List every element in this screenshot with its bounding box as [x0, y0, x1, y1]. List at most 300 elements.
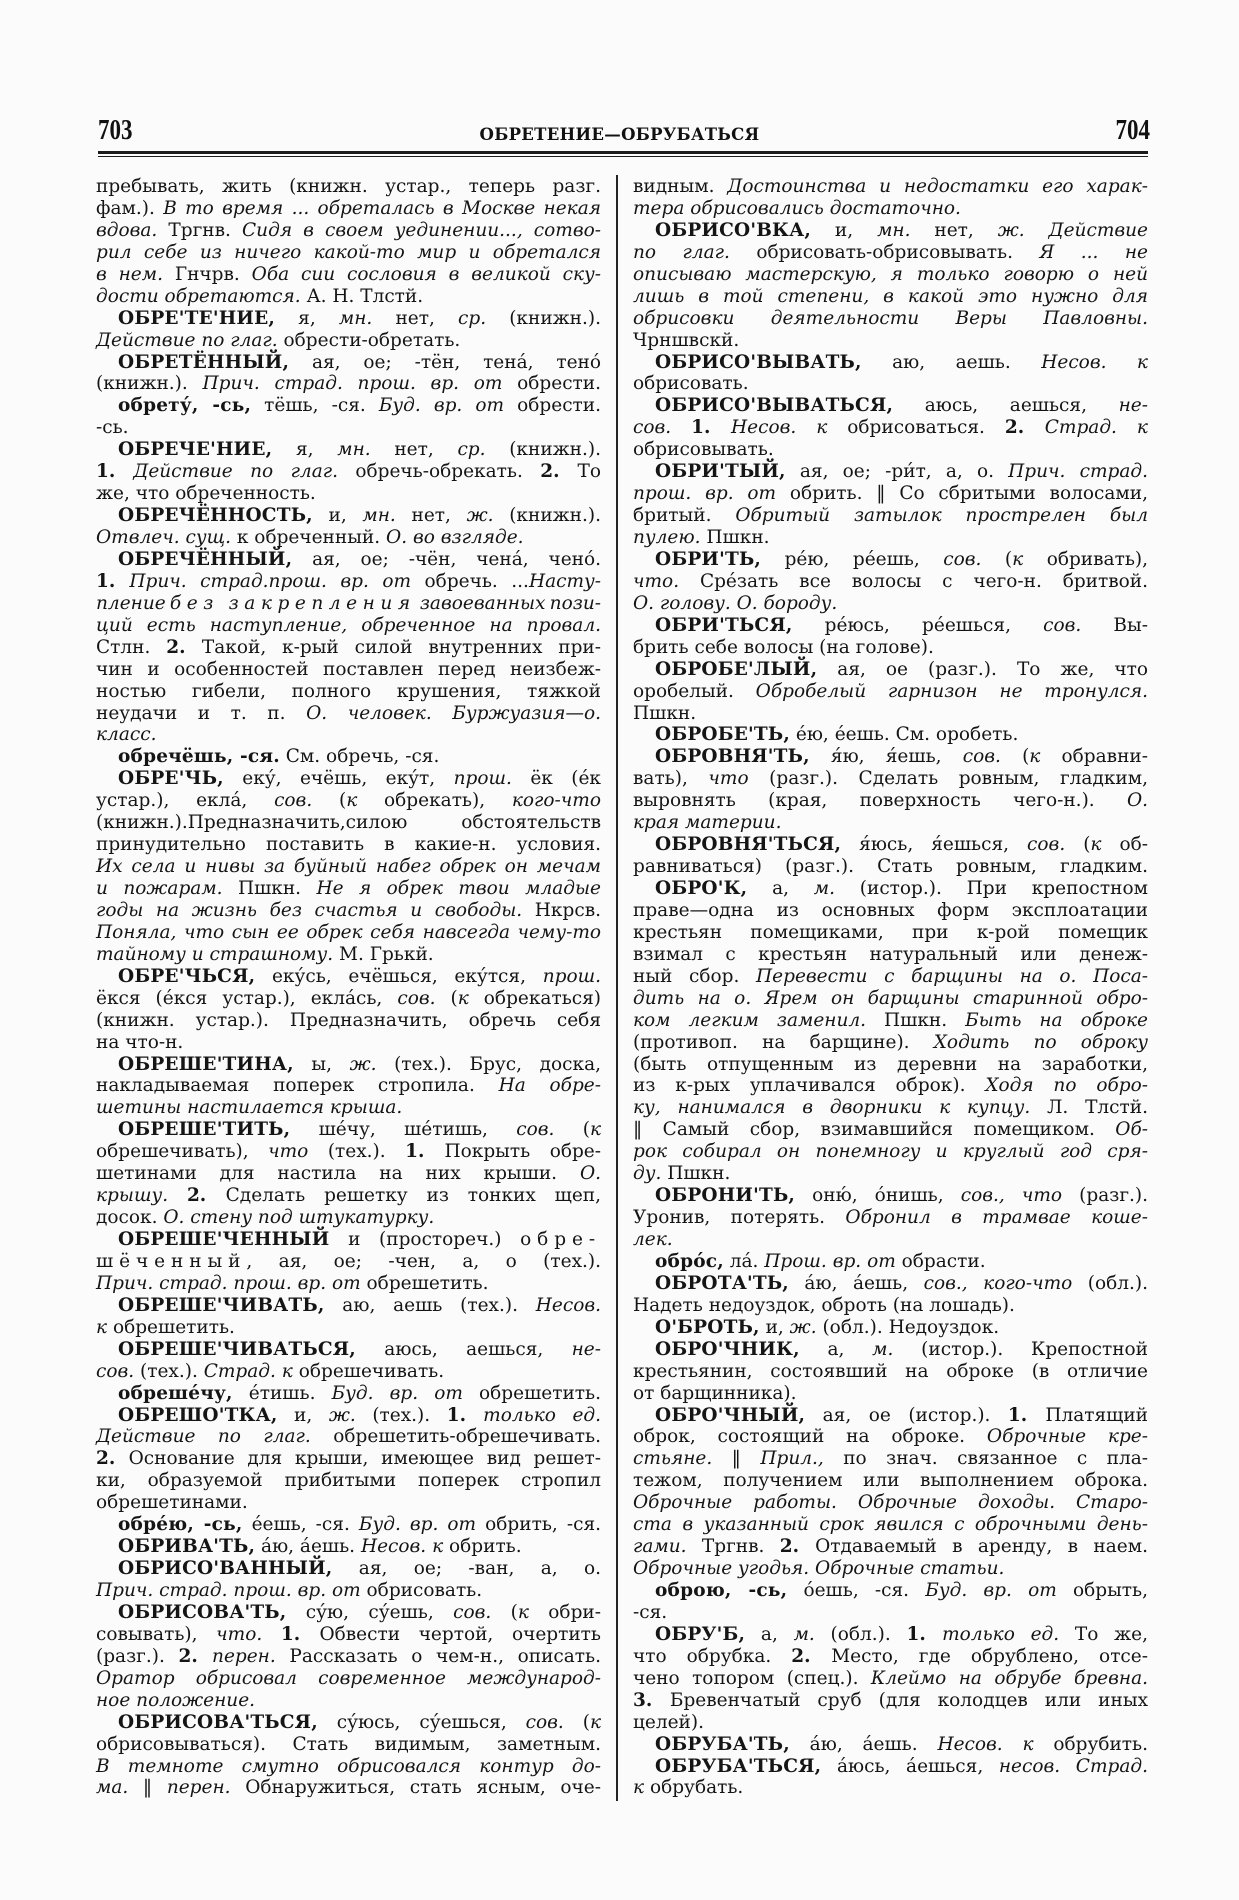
plain-text: (истор.). При крепостном	[859, 878, 1148, 899]
plain-text: аю, аешь (тех.).	[324, 1294, 536, 1316]
dictionary-line	[96, 1207, 601, 1229]
italic-text: м.	[793, 1623, 831, 1645]
plain-text: накладываемая поперек стропила.	[96, 1075, 499, 1097]
plain-text: То же,	[1074, 1623, 1148, 1645]
plain-text: выровнять (края, поверхность чего-н.).	[633, 790, 1127, 812]
italic-text: сов.	[274, 790, 339, 812]
sense-number: 1.	[446, 1404, 484, 1426]
plain-text: обрешетить.	[112, 1316, 235, 1338]
italic-text: к	[517, 1601, 549, 1623]
italic-text: О.	[1126, 790, 1148, 812]
headword: О'БРОТЬ,	[655, 1316, 760, 1338]
plain-text: обрить, -ся.	[485, 1514, 602, 1536]
plain-text: же, что обреченность.	[96, 483, 316, 505]
dictionary-line	[633, 1339, 1148, 1361]
dictionary-line	[633, 1580, 1148, 1602]
plain-text: обрисовать.	[366, 1580, 483, 1601]
spaced-text: шёченный	[96, 1250, 247, 1272]
dictionary-line	[96, 483, 601, 505]
headword: обречёшь, -ся.	[118, 746, 280, 768]
plain-text: Платящий	[1045, 1404, 1148, 1426]
dictionary-line	[633, 571, 1148, 593]
dictionary-line	[633, 308, 1148, 330]
plain-text: от барщинника).	[633, 1382, 797, 1404]
dictionary-line	[96, 330, 601, 352]
italic-text: к	[1029, 746, 1062, 768]
dictionary-line	[633, 439, 1148, 461]
italic-text: Поняла, что сын ее обрек себя навсегда чему-то	[96, 921, 601, 943]
italic-text: О. во взгляде.	[386, 527, 524, 548]
italic-text: Несов. к	[937, 1733, 1054, 1755]
italic-text: ное положение.	[96, 1689, 256, 1711]
italic-text: к	[589, 1711, 602, 1733]
headword: ОБРИВА'ТЬ,	[118, 1536, 256, 1558]
headword: ОБРЕШЕ'ЧИВАТЬ,	[118, 1294, 325, 1316]
plain-text: См. обречь, -ся.	[279, 746, 440, 768]
dictionary-line	[633, 461, 1148, 483]
headword: ОБРИСО'ВЫВАТЬСЯ,	[655, 395, 894, 417]
dictionary-line	[96, 527, 601, 549]
italic-text: Сидя в своем уединении..., сотво-	[242, 219, 601, 241]
dictionary-line	[633, 988, 1148, 1010]
dictionary-line	[96, 505, 601, 527]
plain-text: су́юсь, су́ешься,	[317, 1711, 526, 1733]
headword: ОБРЕТЁННЫЙ,	[118, 351, 290, 373]
plain-text: обрести.	[517, 395, 601, 417]
italic-text: ком легким заменил.	[633, 1009, 885, 1031]
plain-text: еку́сь, ечёшься, еку́тся,	[255, 965, 543, 987]
plain-text: досок.	[96, 1207, 164, 1229]
dictionary-line	[96, 1646, 601, 1668]
headword: ОБРЕЧЁННЫЙ,	[118, 548, 293, 570]
italic-text: ср.	[457, 307, 510, 329]
italic-text: что.	[633, 570, 700, 592]
plain-text: обрить.	[449, 1536, 522, 1558]
dictionary-line	[633, 242, 1148, 264]
sense-number: 2.	[96, 1448, 129, 1470]
dictionary-line	[633, 1470, 1148, 1492]
plain-text: (книжн.).Предназначить,силою обстоятельств	[96, 812, 601, 834]
plain-text: Надеть недоуздок, оброть (на лошадь).	[633, 1294, 1015, 1316]
dictionary-line	[96, 1339, 601, 1361]
headword: ОБРИ'ТЬ,	[655, 548, 762, 570]
dictionary-line	[96, 1712, 601, 1734]
plain-text: чено топором (спец.).	[633, 1667, 871, 1689]
italic-text: О.	[579, 1163, 601, 1185]
dictionary-line	[633, 1054, 1148, 1076]
dictionary-line	[633, 176, 1148, 198]
headword: ОБРЕШЕ'ТИНА,	[118, 1053, 294, 1075]
italic-text: О. голову. О. бороду.	[633, 592, 838, 614]
dictionary-line	[96, 220, 601, 242]
plain-text: (	[582, 1711, 590, 1733]
dictionary-line	[633, 1690, 1148, 1712]
italic-text: рил себе из ничего какой-то мир и обретался	[96, 241, 601, 263]
plain-text: ёкся (е́кся устар.), екла́сь,	[96, 987, 398, 1009]
plain-text: М. Грькй.	[339, 943, 434, 965]
sense-number: 2.	[779, 1536, 816, 1558]
sense-number: 1.	[96, 461, 134, 483]
italic-text: сов.	[453, 1601, 511, 1623]
plain-text: равниваться) (разг.). Стать ровным, гладким.	[633, 856, 1148, 878]
plain-text: обрести-обретать.	[283, 329, 461, 351]
plain-text: аюсь, аешься,	[893, 395, 1119, 417]
plain-text: (книжн.).	[509, 307, 601, 329]
plain-text: (книжн.).	[509, 505, 601, 527]
dictionary-line	[633, 1734, 1148, 1756]
dictionary-line	[633, 1756, 1148, 1778]
dictionary-line	[96, 549, 601, 571]
plain-text: Пшкн.	[706, 527, 770, 548]
headword: ОБРЕШЕ'ЧИВАТЬСЯ,	[118, 1338, 356, 1360]
plain-text: бритый.	[633, 505, 736, 527]
italic-text: ср.	[457, 439, 510, 461]
plain-text: ая, ое; -ван, а, о.	[332, 1558, 601, 1580]
dictionary-line	[96, 1448, 601, 1470]
plain-text: чин и особенностей поставлен перед неизбеж-	[96, 658, 601, 680]
italic-text: Прич. страд.	[1008, 461, 1148, 483]
plain-text: Нкрсв.	[534, 899, 601, 921]
dictionary-line	[96, 308, 601, 330]
plain-text: аю, аешь.	[861, 351, 1042, 373]
plain-text: и,	[312, 505, 363, 527]
plain-text: ая, ое; -ри́т, а, о.	[785, 461, 1009, 483]
dictionary-line	[96, 1010, 601, 1032]
plain-text: Сре́зать все волосы с чего-н. бритвой.	[699, 570, 1149, 592]
italic-text: шетины настилается крыша.	[96, 1097, 403, 1119]
dictionary-line	[96, 703, 601, 725]
italic-text: Буд. вр. от	[378, 395, 518, 417]
dictionary-line	[96, 198, 601, 220]
dictionary-line	[96, 966, 601, 988]
italic-text: края материи.	[633, 812, 782, 834]
dictionary-line	[633, 944, 1148, 966]
italic-text: только ед.	[942, 1623, 1075, 1645]
italic-text: мн.	[877, 219, 935, 241]
dictionary-line	[633, 1229, 1148, 1251]
plain-text: праве—одна из основных форм эксплоатации	[633, 899, 1148, 921]
dictionary-line	[96, 900, 601, 922]
italic-text: Быть на оброке	[965, 1009, 1148, 1031]
dictionary-line	[96, 1383, 601, 1405]
dictionary-line	[633, 681, 1148, 703]
plain-text: (книжн. устар.). Предназначить, обречь себя	[96, 1009, 601, 1031]
dictionary-line	[633, 834, 1148, 856]
italic-text: к	[589, 1119, 601, 1141]
plain-text: я,	[272, 439, 338, 461]
header-rule-thick	[98, 151, 1148, 154]
sense-number: 2.	[791, 1645, 832, 1667]
spaced-text: обре-	[520, 1229, 601, 1250]
italic-text: На обре-	[498, 1075, 601, 1097]
dictionary-line	[633, 1448, 1148, 1470]
italic-text: Действие по глаг.	[96, 329, 284, 351]
plain-text: Обнаружиться, стать ясным, оче-	[245, 1777, 601, 1799]
dictionary-line	[633, 768, 1148, 790]
italic-text: Несов. к	[1041, 351, 1148, 373]
headword: ОБРО'ЧНИК,	[655, 1338, 800, 1360]
plain-text: (тех.).	[372, 1404, 447, 1426]
plain-text: оробелый.	[633, 680, 756, 702]
dictionary-line	[633, 505, 1148, 527]
plain-text: ла́.	[723, 1250, 765, 1272]
plain-text: -сь.	[96, 417, 129, 439]
plain-text: ки, образуемой прибитыми поперек стропил	[96, 1470, 601, 1492]
dictionary-line	[96, 922, 601, 944]
sense-number: 1.	[280, 1623, 320, 1645]
dictionary-line	[96, 1141, 601, 1163]
dictionary-line	[96, 1295, 601, 1317]
plain-text: Место, где обрублено, отсе-	[831, 1645, 1148, 1667]
dictionary-line	[633, 615, 1148, 637]
dictionary-line	[633, 395, 1148, 417]
dictionary-line	[633, 1536, 1148, 1558]
plain-text: обрешетинами.	[96, 1492, 248, 1514]
dictionary-line	[633, 1207, 1148, 1229]
italic-text: Оброчные угодья. Оброчные статьи.	[633, 1558, 1005, 1580]
dictionary-line	[633, 1492, 1148, 1514]
headword: оброю, -сь,	[655, 1580, 788, 1601]
dictionary-line	[96, 1097, 601, 1119]
italic-text: сов.	[962, 746, 1023, 768]
dictionary-line	[633, 373, 1148, 395]
headword: ОБРИСО'ВЫВАТЬ,	[655, 351, 862, 373]
italic-text: и пожарам.	[96, 878, 238, 899]
plain-text: из к-рых уплачивался оброк).	[633, 1075, 986, 1097]
plain-text: нет,	[394, 439, 458, 461]
italic-text: завоеванных пози-	[415, 592, 601, 614]
italic-text: сов.	[525, 1711, 583, 1733]
plain-text: нет,	[411, 505, 467, 527]
plain-text: Пшкн.	[884, 1009, 966, 1031]
italic-text: Оба сии сословия в великой ску-	[251, 263, 601, 285]
headword: обреше́чу,	[118, 1382, 233, 1404]
dictionary-line	[96, 176, 601, 198]
spaced-italic-text: без закрепления	[169, 592, 416, 614]
headword: ОБРИСО'ВКА,	[655, 219, 811, 241]
italic-text: прош.	[453, 768, 531, 790]
italic-text: ж. Действие	[997, 219, 1148, 241]
italic-text: Достоинства и недостатки его харак-	[727, 176, 1148, 197]
plain-text: об-	[1119, 834, 1148, 856]
plain-text: ая, ое (разг.). То же, что	[817, 658, 1148, 680]
italic-text: Не я обрек твои младые	[316, 878, 601, 899]
dictionary-line	[96, 856, 601, 878]
dictionary-line	[96, 1668, 601, 1690]
italic-text: к	[96, 1316, 113, 1338]
headword: ОБРЕ'ЧЬСЯ,	[118, 965, 256, 987]
dictionary-line	[633, 1251, 1148, 1273]
dictionary-line	[96, 395, 601, 417]
plain-text: ‖	[142, 1777, 167, 1799]
dictionary-line	[96, 264, 601, 286]
italic-text: Обронил в трамвае коше-	[845, 1207, 1149, 1229]
italic-text: тера обрисовались достаточно.	[633, 197, 961, 219]
plain-text: обривать),	[1046, 548, 1148, 570]
italic-text: Буд. вр. от	[358, 1514, 486, 1536]
italic-text: Действие по глаг.	[133, 461, 356, 483]
dictionary-line	[96, 1054, 601, 1076]
plain-text: Отдаваемый в аренду, в наем.	[815, 1536, 1148, 1558]
plain-text: (разг.).	[1079, 1185, 1148, 1207]
dictionary-line	[633, 220, 1148, 242]
plain-text: (разг.). Сделать ровным, гладким,	[769, 768, 1148, 790]
dictionary-line	[633, 1712, 1148, 1734]
plain-text: совывать),	[96, 1623, 217, 1645]
dictionary-line	[633, 1777, 1148, 1799]
dictionary-line	[633, 703, 1148, 725]
plain-text: оброк, состоящий на оброке.	[633, 1426, 987, 1448]
plain-text: Бревенчатый сруб (для колодцев или иных	[669, 1689, 1148, 1711]
plain-text: вать),	[633, 768, 709, 790]
dictionary-line	[633, 1383, 1148, 1405]
plain-text: фам.).	[96, 197, 164, 219]
italic-text: сов.	[397, 987, 451, 1009]
plain-text: (истор.). Крепостной	[921, 1338, 1148, 1360]
italic-text: Страд. к	[203, 1360, 299, 1382]
plain-text: обри-	[548, 1601, 601, 1623]
headword: ОБРИСО'ВАННЫЙ,	[118, 1558, 333, 1580]
plain-text: Рассказать о чем-н., описать.	[289, 1645, 601, 1667]
plain-text: (	[582, 1119, 590, 1141]
italic-text: Обробелый гарнизон не тронулся.	[755, 680, 1148, 702]
dictionary-line	[633, 659, 1148, 681]
italic-text: годы на жизнь без счастья и свободы.	[96, 899, 535, 921]
italic-text: Перевести с барщины на о. Поса-	[756, 965, 1148, 987]
italic-text: Прич. страд. прош. вр. от	[96, 1580, 367, 1601]
dictionary-line	[633, 1361, 1148, 1383]
dictionary-line	[633, 790, 1148, 812]
italic-text: сов., кого-что	[923, 1272, 1088, 1294]
plain-text: (обл.).	[1087, 1272, 1149, 1294]
plain-text: (тех.). Брус, доска,	[394, 1053, 601, 1075]
italic-text: Прил.,	[760, 1448, 844, 1470]
italic-text: Об-	[1115, 1119, 1148, 1141]
dictionary-line	[633, 1295, 1148, 1317]
italic-text: только ед.	[483, 1404, 601, 1426]
dictionary-line	[633, 1119, 1148, 1141]
dictionary-line	[633, 1624, 1148, 1646]
plain-text: устар.), екла́,	[96, 790, 275, 812]
plain-text: Гнчрв.	[174, 263, 252, 285]
dictionary-line	[96, 1032, 601, 1054]
italic-text: ж.	[789, 1316, 823, 1338]
sense-number: 1.	[405, 1141, 445, 1163]
plain-text: ный сбор.	[633, 965, 757, 987]
headword: ОБРУ'Б,	[655, 1623, 746, 1645]
plain-text: (	[338, 790, 347, 812]
headword: ОБРО'ЧНЫЙ,	[655, 1404, 806, 1426]
italic-text: описываю мастерскую, я только говорю о ней	[633, 263, 1148, 285]
headword: ОБРУБА'ТЬ,	[655, 1733, 790, 1755]
italic-text: Ходя по обро-	[985, 1075, 1148, 1097]
dictionary-line	[96, 373, 601, 395]
italic-text: ма.	[96, 1777, 143, 1799]
plain-text: обрисоваться.	[847, 417, 1005, 439]
italic-text: по глаг.	[633, 241, 757, 263]
italic-text: О. стену под штукатурку.	[163, 1207, 435, 1229]
plain-text: Такой, к-рый силой внутренних при-	[201, 636, 602, 658]
plain-text: обрить. ‖ Со сбритыми волосами,	[789, 483, 1148, 505]
dictionary-line	[96, 1558, 601, 1580]
dictionary-line	[633, 966, 1148, 988]
plain-text: по знач. связанное с пла-	[843, 1448, 1148, 1470]
italic-text: сов., что	[960, 1185, 1080, 1207]
dictionary-line	[633, 812, 1148, 834]
headword: ОБРИСОВА'ТЬСЯ,	[118, 1711, 318, 1733]
dictionary-line	[96, 417, 601, 439]
dictionary-line	[96, 812, 601, 834]
plain-text: (книжн.).	[509, 439, 601, 461]
plain-text: оню́, о́нишь,	[795, 1185, 961, 1207]
headword: ОБРИСОВА'ТЬ,	[118, 1601, 287, 1623]
plain-text: пребывать, жить (книжн. устар., теперь разг.	[96, 176, 601, 197]
plain-text: обрисовывать.	[633, 439, 774, 461]
dictionary-line	[633, 483, 1148, 505]
italic-text: к	[1090, 834, 1120, 856]
italic-text: что	[268, 1141, 328, 1163]
plain-text: обречь-обрекать.	[355, 461, 541, 483]
plain-text: обрекаться)	[483, 987, 602, 1009]
plain-text: обрасти.	[901, 1250, 986, 1272]
italic-text: дости обретаются.	[96, 285, 307, 307]
plain-text: а́ю, а́ешь,	[788, 1272, 924, 1294]
italic-text: несов. Страд.	[998, 1755, 1148, 1777]
dictionary-line	[96, 1624, 601, 1646]
italic-text: дить на о. Ярем он барщины старинной обро-	[633, 987, 1148, 1009]
dictionary-line	[633, 264, 1148, 286]
dictionary-line	[96, 988, 601, 1010]
italic-text: обрисовки деятельности Веры Павловны.	[633, 307, 1148, 329]
headword: ОБРИ'ТЫЙ,	[655, 461, 786, 483]
italic-text: Прич. страд. прош. вр. от	[202, 373, 518, 395]
dictionary-line	[96, 1580, 601, 1602]
plain-text: Тргнв.	[168, 219, 243, 241]
plain-text: обрисовать-обрисовывать.	[756, 241, 1040, 263]
italic-text: Их села и нивы за буйный набег обрек он мечам	[96, 856, 601, 878]
sense-number: 2.	[166, 636, 202, 658]
plain-text: (	[1004, 548, 1013, 570]
dictionary-line	[633, 1646, 1148, 1668]
dictionary-line	[96, 1317, 601, 1339]
dictionary-line	[633, 1558, 1148, 1580]
dictionary-line	[96, 724, 601, 746]
sense-number: 1.	[96, 570, 130, 592]
italic-text: Клеймо на обрубе бревна.	[870, 1667, 1148, 1689]
plain-text: А. Н. Тлстй.	[306, 285, 424, 307]
plain-text: (	[450, 987, 458, 1009]
italic-text: к	[1012, 548, 1047, 570]
italic-text: Действие по глаг.	[96, 1426, 334, 1448]
dictionary-line	[96, 1514, 601, 1536]
italic-text: лишь в той степени, в какой это нужно для	[633, 285, 1148, 307]
dictionary-line	[96, 1536, 601, 1558]
running-title: ОБРЕТЕНИЕ—ОБРУБАТЬСЯ	[479, 125, 760, 144]
dictionary-line	[633, 198, 1148, 220]
dictionary-line	[633, 637, 1148, 659]
sense-number: 3.	[633, 1689, 670, 1711]
italic-text: м.	[813, 878, 860, 899]
italic-text: сов.	[633, 417, 692, 439]
plain-text: ностью гибели, полного крушения, тяжкой	[96, 680, 601, 702]
italic-text: прош. вр. от	[633, 483, 790, 505]
plain-text: Тргнв.	[701, 1536, 780, 1558]
plain-text: я́ю, я́ешь,	[809, 746, 963, 768]
dictionary-line	[96, 681, 601, 703]
italic-text: Несов. к	[731, 417, 848, 439]
italic-text: В то время ... обреталась в Москве некая	[163, 197, 601, 219]
plain-text: (	[1022, 746, 1030, 768]
